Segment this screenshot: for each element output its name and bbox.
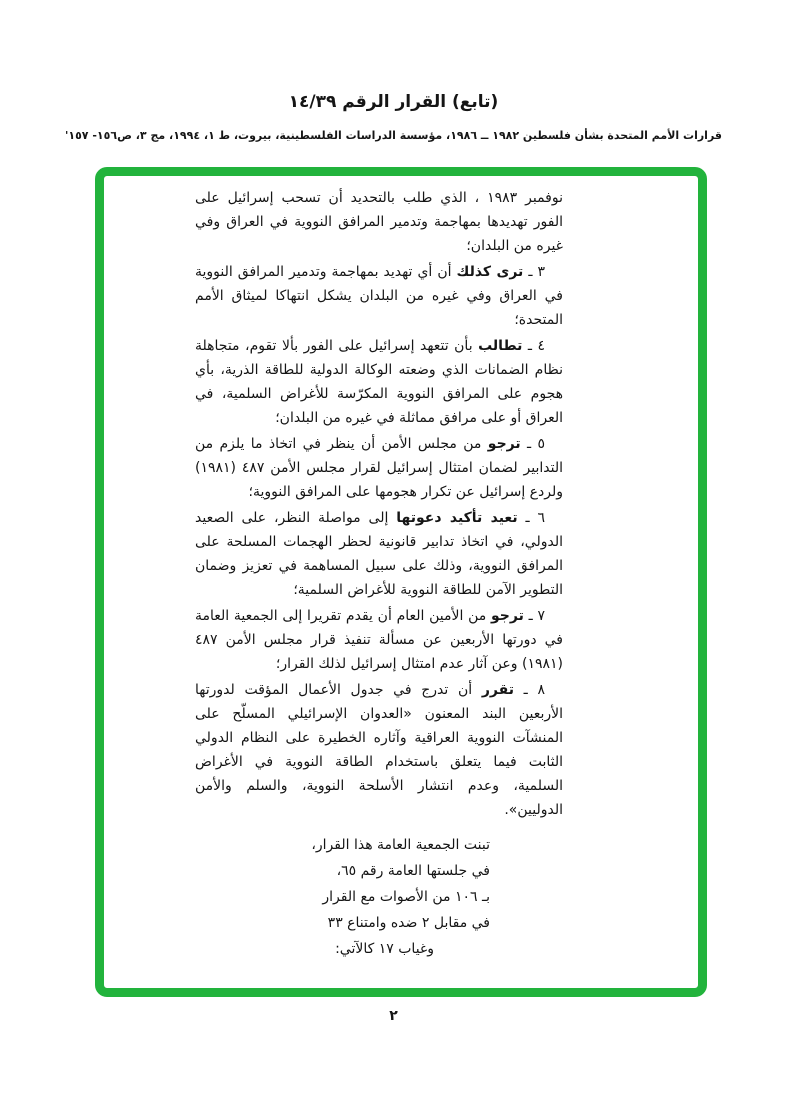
paragraph-text: أن تدرج في جدول الأعمال المؤقت لدورتها الأربعين البند المعنون «العدوان الإسرائيلي المسلّح على المنشآت النووية العراقية وآثاره الخطيرة على النظام الدولي الثابت فيما يتعلق باستخدام الطاقة النووية في الأغراض السلمية، وعدم انتشار الأسلحة النووية، والسلم والأمن الدوليين». — [195, 682, 563, 818]
paragraph-text: من الأمين العام أن يقدم تقريرا إلى الجمعية العامة في دورتها الأربعين عن مسألة تنفيذ قرار مجلس الأمن ٤٨٧ (١٩٨١) وعن آثار عدم امتثال إسرائيل لذلك القرار؛ — [195, 608, 563, 672]
paragraph — [195, 506, 563, 602]
adoption-line: بـ ١٠٦ من الأصوات مع القرار — [322, 889, 490, 905]
adoption-line: وغياب ١٧ كالآتي: — [335, 941, 434, 957]
paragraph — [195, 260, 563, 332]
paragraph — [195, 432, 563, 504]
resolution-text — [195, 186, 563, 962]
paragraph-lead: ترى كذلك — [456, 264, 524, 280]
paragraph-number: ٦ ـ — [517, 510, 545, 526]
page-number: ٢ — [389, 1008, 398, 1024]
paragraph: نوفمبر ١٩٨٣ ، الذي طلب بالتحديد أن تسحب إسرائيل على الفور تهديدها بمهاجمة وتدمير المرافق النووية في العراق وفي غيره من البلدان؛ — [195, 190, 563, 254]
paragraph — [195, 334, 563, 430]
paragraph — [195, 604, 563, 676]
paragraph-text: من مجلس الأمن أن ينظر في اتخاذ ما يلزم من التدابير لضمان امتثال إسرائيل لقرار مجلس الأمن ٤٨٧ (١٩٨١) ولردع إسرائيل عن تكرار هجومها على المرافق النووية؛ — [195, 436, 563, 500]
paragraph-number: ٨ ـ — [513, 682, 545, 698]
resolution-title: (تابع) القرار الرقم ١٤/٣٩ — [288, 92, 499, 112]
source-citation: قرارات الأمم المتحدة بشأن فلسطين ١٩٨٢ ــ ١٩٨٦، مؤسسة الدراسات الفلسطينية، بيروت، ط ١، ١٩٩٤، مج ٣، ص١٥٦- ١٥٧' — [64, 129, 722, 142]
paragraph-text: أن أي تهديد بمهاجمة وتدمير المرافق النووية في العراق وفي غيره من البلدان يشكل انتهاكا لميثاق الأمم المتحدة؛ — [195, 264, 563, 328]
paragraph — [195, 678, 563, 822]
paragraph-text: إلى مواصلة النظر، على الصعيد الدولي، في اتخاذ تدابير قانونية لحظر الهجمات المسلحة على المرافق النووية، وذلك على سبيل المساهمة في تعزيز وضمان التطوير الآمن للطاقة النووية للأغراض السلمية؛ — [195, 510, 563, 598]
adoption-line: تبنت الجمعية العامة هذا القرار، — [311, 837, 490, 853]
adoption-note — [238, 832, 490, 962]
adoption-line: في مقابل ٢ ضده وامتناع ٣٣ — [327, 915, 490, 931]
paragraph-lead: ترجو — [487, 436, 521, 452]
paragraph-lead: تعيد تأكيد دعوتها — [396, 510, 518, 526]
paragraph-number: ٧ ـ — [523, 608, 545, 624]
paragraph-lead: تطالب — [478, 338, 523, 354]
paragraph-text: بأن تتعهد إسرائيل على الفور بألا تقوم، متجاهلة نظام الضمانات الذي وضعته الوكالة الدولية للطاقة الذرية، بأي هجوم على المرافق النووية المكرّسة للأغراض السلمية، في العراق أو على مرافق مماثلة في غيره من البلدان؛ — [195, 338, 563, 426]
paragraph-number: ٥ ـ — [520, 436, 545, 452]
paragraph-number: ٣ ـ — [523, 264, 545, 280]
paragraph-lead: ترجو — [491, 608, 524, 624]
paragraph-number: ٤ ـ — [522, 338, 545, 354]
adoption-line: في جلستها العامة رقم ٦٥، — [336, 863, 490, 879]
paragraph-lead: تقرر — [481, 682, 514, 698]
